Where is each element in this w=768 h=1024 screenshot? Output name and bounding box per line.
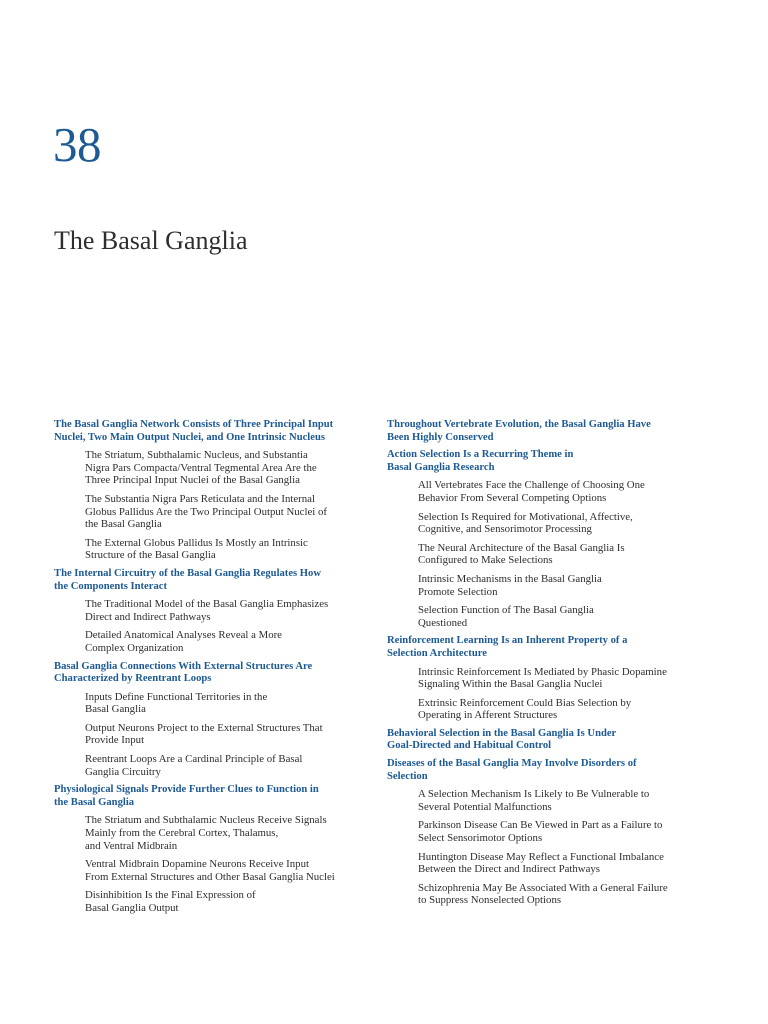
subsection-entry: Detailed Anatomical Analyses Reveal a More Complex Organization	[85, 629, 282, 654]
subsection-entry: Selection Function of The Basal Ganglia Questioned	[418, 604, 594, 629]
subsection-entry: Ventral Midbrain Dopamine Neurons Receive Input From External Structures and Other Basal Ganglia Nuclei	[85, 858, 335, 883]
subsection-entry: The Substantia Nigra Pars Reticulata and the Internal Globus Pallidus Are the Two Principal Output Nuclei of the Basal Ganglia	[85, 492, 327, 531]
subsection-entry: Huntington Disease May Reflect a Functional Imbalance Between the Direct and Indirect Pathways	[418, 850, 664, 876]
section-heading: Behavioral Selection in the Basal Ganglia Is Under Goal-Directed and Habitual Control	[387, 727, 617, 752]
section-heading: Basal Ganglia Connections With External Structures Are Characterized by Reentrant Loops	[54, 660, 313, 685]
section-heading: The Internal Circuitry of the Basal Ganglia Regulates How the Components Interact	[54, 567, 321, 592]
section-heading: The Basal Ganglia Network Consists of Three Principal Input Nuclei, Two Main Output Nuclei, and One Intrinsic Nucleus	[54, 419, 334, 443]
subsection-entry: Selection Is Required for Motivational, Affective, Cognitive, and Sensorimotor Processing	[418, 510, 633, 536]
toc-section	[387, 449, 707, 629]
subsection-entry: Parkinson Disease Can Be Viewed in Part as a Failure to Select Sensorimotor Options	[418, 819, 663, 845]
subsection-entry: Output Neurons Project to the External Structures That Provide Input	[85, 721, 323, 747]
subsection-entry: Extrinsic Reinforcement Could Bias Selection by Operating in Afferent Structures	[418, 696, 632, 722]
section-heading: Throughout Vertebrate Evolution, the Basal Ganglia Have Been Highly Conserved	[387, 419, 651, 443]
toc-section	[387, 419, 707, 444]
subsection-entry: Intrinsic Reinforcement Is Mediated by Phasic Dopamine Signaling Within the Basal Ganglia Nuclei	[418, 665, 667, 691]
section-heading: Diseases of the Basal Ganglia May Involve Disorders of Selection	[387, 758, 637, 782]
toc-section	[387, 728, 707, 753]
toc-section	[54, 568, 372, 655]
subsection-entry: Reentrant Loops Are a Cardinal Principle of Basal Ganglia Circuitry	[85, 753, 303, 778]
toc-section	[387, 635, 707, 722]
subsection-entry: Schizophrenia May Be Associated With a General Failure to Suppress Nonselected Options	[418, 881, 668, 907]
subsection-entry: The Striatum, Subthalamic Nucleus, and Substantia Nigra Pars Compacta/Ventral Tegmental Area Are the Three Principal Input Nuclei of the Basal Ganglia	[85, 449, 317, 487]
subsection-entry: The Neural Architecture of the Basal Ganglia Is Configured to Make Selections	[418, 541, 625, 567]
subsection-entry: The Traditional Model of the Basal Ganglia Emphasizes Direct and Indirect Pathways	[85, 598, 329, 623]
section-heading: Physiological Signals Provide Further Clues to Function in the Basal Ganglia	[54, 784, 319, 808]
subsection-entry: The External Globus Pallidus Is Mostly an Intrinsic Structure of the Basal Ganglia	[85, 536, 308, 562]
subsection-entry: Disinhibition Is the Final Expression of Basal Ganglia Output	[85, 889, 256, 914]
subsection-entry: A Selection Mechanism Is Likely to Be Vulnerable to Several Potential Malfunctions	[418, 788, 650, 813]
toc-section	[387, 758, 707, 907]
toc-section	[54, 784, 372, 914]
toc-section	[54, 661, 372, 779]
subsection-entry: Intrinsic Mechanisms in the Basal Ganglia Promote Selection	[418, 572, 602, 598]
section-heading: Reinforcement Learning Is an Inherent Property of a Selection Architecture	[387, 635, 628, 659]
subsection-entry: Inputs Define Functional Territories in the Basal Ganglia	[85, 690, 268, 716]
toc-column-right	[387, 419, 707, 913]
toc-column-left	[54, 419, 372, 921]
subsection-entry: All Vertebrates Face the Challenge of Choosing One Behavior From Several Competing Options	[418, 479, 645, 504]
section-heading: Action Selection Is a Recurring Theme in Basal Ganglia Research	[387, 449, 574, 473]
toc-section	[54, 419, 372, 562]
chapter-number: 38	[53, 117, 101, 172]
subsection-entry: The Striatum and Subthalamic Nucleus Receive Signals Mainly from the Cerebral Cortex, Thalamus, and Ventral Midbrain	[85, 814, 327, 852]
chapter-title: The Basal Ganglia	[54, 226, 248, 255]
